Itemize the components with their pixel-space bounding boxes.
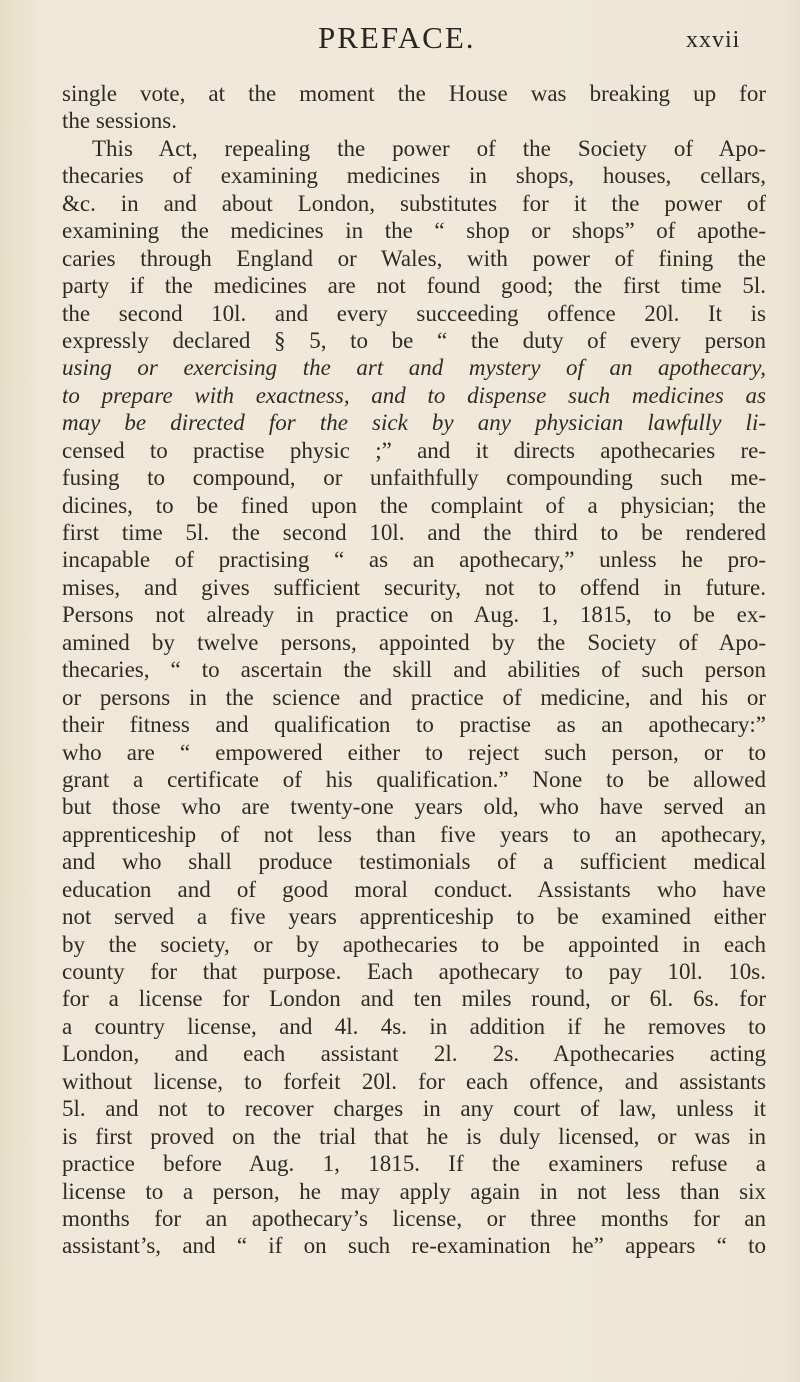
text-line: London, and each assistant 2l. 2s. Apothecaries acting	[62, 1041, 766, 1067]
text-line: months for an apothecary’s license, or three months for an	[62, 1205, 766, 1231]
text-line: a country license, and 4l. 4s. in addition if he removes to	[62, 1013, 766, 1039]
text-line: grant a certificate of his qualification.” None to be allowed	[62, 766, 766, 792]
text-line: may be directed for the sick by any physician lawfully li-	[62, 410, 766, 436]
running-head	[0, 18, 800, 58]
text-line: This Act, repealing the power of the Society of Apo-	[92, 135, 766, 161]
text-line: assistant’s, and “ if on such re-examination he” appears “ to	[62, 1233, 766, 1259]
text-line: expressly declared § 5, to be “ the duty of every person	[62, 327, 766, 353]
text-line: by the society, or by apothecaries to be appointed in each	[62, 931, 766, 957]
body-text	[62, 80, 766, 1260]
text-line: who are “ empowered either to reject such person, or to	[62, 739, 766, 765]
text-line: license to a person, he may apply again in not less than six	[62, 1178, 766, 1204]
text-line: county for that purpose. Each apothecary to pay 10l. 10s.	[62, 959, 766, 984]
text-line: party if the medicines are not found good; the first time 5l.	[62, 273, 766, 299]
text-line: the sessions.	[62, 108, 177, 134]
running-head-title: PREFACE.	[318, 20, 476, 55]
text-line: incapable of practising “ as an apothecary,” unless he pro-	[62, 547, 766, 573]
text-line: amined by twelve persons, appointed by the Society of Apo-	[62, 629, 766, 655]
text-line: the second 10l. and every succeeding offence 20l. It is	[62, 300, 766, 326]
text-line: caries through England or Wales, with power of fining the	[62, 245, 766, 271]
text-line: thecaries of examining medicines in shops, houses, cellars,	[62, 163, 766, 189]
text-line: not served a five years apprenticeship to be examined either	[62, 904, 766, 930]
text-line: to prepare with exactness, and to dispense such medicines as	[62, 382, 766, 408]
page-number: xxvii	[686, 27, 741, 53]
text-line: censed to practise physic ;” and it directs apothecaries re-	[62, 437, 766, 463]
text-line: their fitness and qualification to practise as an apothecary:”	[62, 712, 766, 738]
text-line: single vote, at the moment the House was breaking up for	[62, 81, 766, 106]
text-line: using or exercising the art and mystery of an apothecary,	[62, 355, 766, 381]
text-line: but those who are twenty-one years old, who have served an	[62, 794, 766, 820]
text-line: fusing to compound, or unfaithfully compounding such me-	[62, 465, 766, 491]
text-line: practice before Aug. 1, 1815. If the examiners refuse a	[62, 1151, 766, 1177]
text-line: is first proved on the trial that he is duly licensed, or was in	[62, 1123, 766, 1149]
text-line: for a license for London and ten miles round, or 6l. 6s. for	[62, 986, 766, 1012]
text-line: and who shall produce testimonials of a sufficient medical	[62, 849, 766, 875]
text-line: thecaries, “ to ascertain the skill and abilities of such person	[62, 657, 766, 683]
text-line: &c. in and about London, substitutes for it the power of	[62, 190, 766, 216]
text-line: or persons in the science and practice of medicine, and his or	[62, 684, 766, 710]
text-line: examining the medicines in the “ shop or shops” of apothe-	[62, 218, 766, 244]
text-line: dicines, to be fined upon the complaint of a physician; the	[62, 492, 766, 518]
text-line: apprenticeship of not less than five years to an apothecary,	[62, 821, 766, 847]
text-line: Persons not already in practice on Aug. 1, 1815, to be ex-	[62, 602, 766, 628]
text-line: education and of good moral conduct. Assistants who have	[62, 876, 766, 902]
text-line: without license, to forfeit 20l. for each offence, and assistants	[62, 1068, 766, 1094]
text-line: mises, and gives sufficient security, not to offend in future.	[62, 574, 766, 600]
text-line: first time 5l. the second 10l. and the third to be rendered	[62, 520, 766, 545]
text-line: 5l. and not to recover charges in any court of law, unless it	[62, 1096, 766, 1122]
